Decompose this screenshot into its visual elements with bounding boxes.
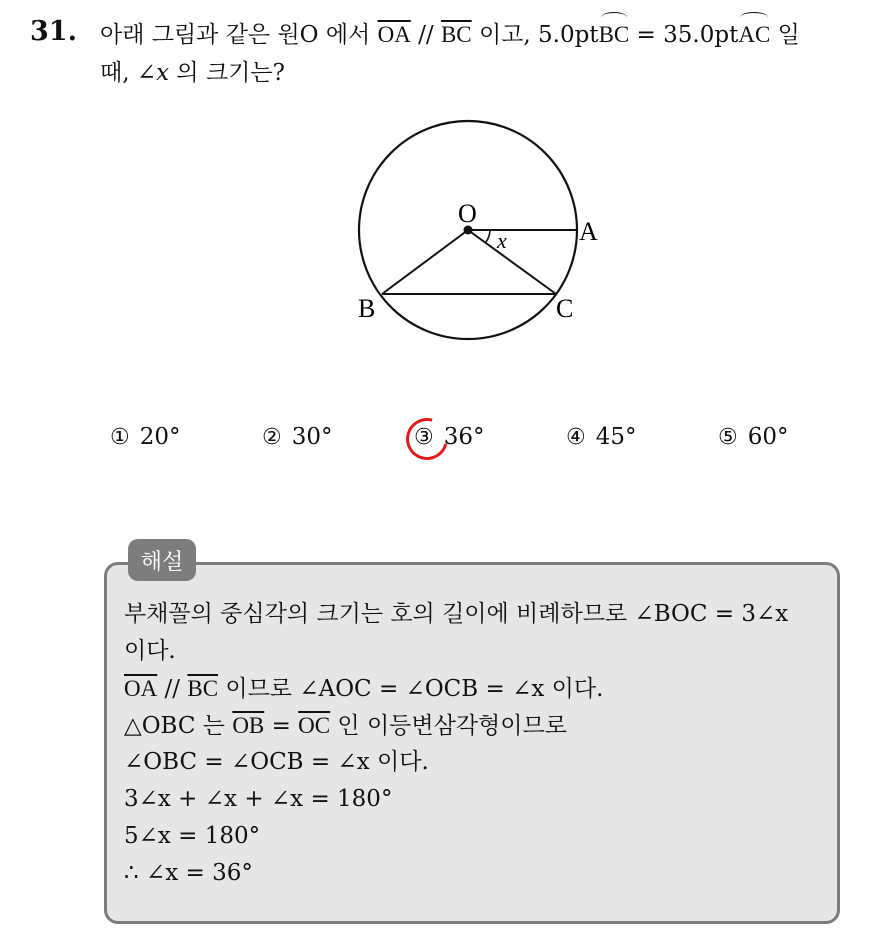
radius-ob <box>382 230 468 294</box>
choice-3[interactable] <box>414 424 485 450</box>
solution-line: 3∠x + ∠x + ∠x = 180° <box>124 786 393 812</box>
solution-text-part: 이므로 ∠AOC = ∠OCB = ∠x 이다. <box>218 676 604 702</box>
angle-x-arc <box>486 230 490 242</box>
question-line-2 <box>100 54 870 92</box>
solution-line: 이다. <box>124 638 176 664</box>
choice-1[interactable] <box>110 424 181 450</box>
question-text-part: 의 크기는? <box>169 60 285 86</box>
choice-number: ② <box>262 425 282 450</box>
solution-line: 5∠x = 180° <box>124 823 261 849</box>
choice-value: 20° <box>139 424 181 450</box>
choice-value: 60° <box>747 424 789 450</box>
choice-value: 45° <box>595 424 637 450</box>
label-a: A <box>579 217 598 246</box>
arc-bc: BC <box>599 16 630 54</box>
parallel-symbol: // <box>410 22 441 48</box>
label-c: C <box>556 294 574 323</box>
segment-bc: $\overline{BC}$ <box>187 676 219 701</box>
solution-line <box>124 670 824 707</box>
label-o: O <box>458 199 477 228</box>
segment-oc: $\overline{OC}$ <box>298 713 331 738</box>
question-number: 31. <box>30 16 77 47</box>
solution-text-part: △OBC 는 <box>124 713 233 739</box>
segment-oa: $\overline{OA}$ <box>377 22 411 47</box>
question-line-1 <box>100 16 870 54</box>
solution-line: 부채꼴의 중심각의 크기는 호의 길이에 비례하므로 ∠BOC = 3∠x <box>124 601 789 627</box>
choice-number: ③ <box>414 425 434 450</box>
solution-text-part: 인 이등변삼각형이므로 <box>330 713 567 739</box>
choice-value: 36° <box>443 424 485 450</box>
question-text-part: 일 <box>770 22 800 48</box>
solution-tab: 해설 <box>128 539 196 581</box>
label-b: B <box>358 294 376 323</box>
choice-value: 30° <box>291 424 333 450</box>
arc-ac: AC <box>738 16 770 54</box>
solution-text <box>124 596 824 892</box>
choice-number: ① <box>110 425 130 450</box>
choice-number: ⑤ <box>718 425 738 450</box>
circle-figure <box>340 118 620 348</box>
segment-bc: $\overline{BC}$ <box>440 22 472 47</box>
question-text <box>100 16 870 92</box>
radius-oc <box>468 230 556 294</box>
question-text-part: 아래 그림과 같은 원O 에서 <box>100 22 378 48</box>
choice-2[interactable] <box>262 424 333 450</box>
segment-oa: $\overline{OA}$ <box>124 676 158 701</box>
angle-variable: x <box>156 60 170 86</box>
selected-answer-mark <box>398 410 455 467</box>
choice-number: ④ <box>566 425 586 450</box>
solution-line <box>124 707 824 744</box>
label-x: x <box>497 228 507 253</box>
choice-4[interactable] <box>566 424 637 450</box>
solution-line: ∴ ∠x = 36° <box>124 860 253 886</box>
choice-5[interactable] <box>718 424 789 450</box>
question-text-part: = 35.0pt <box>629 22 739 48</box>
equals-symbol: = <box>264 713 299 739</box>
solution-line: ∠OBC = ∠OCB = ∠x 이다. <box>124 749 429 775</box>
segment-ob: $\overline{OB}$ <box>232 713 265 738</box>
question-text-part: 이고, 5.0pt <box>471 22 599 48</box>
question-text-part: 때, ∠ <box>100 60 157 86</box>
answer-choices <box>110 424 850 464</box>
parallel-symbol: // <box>157 676 188 702</box>
